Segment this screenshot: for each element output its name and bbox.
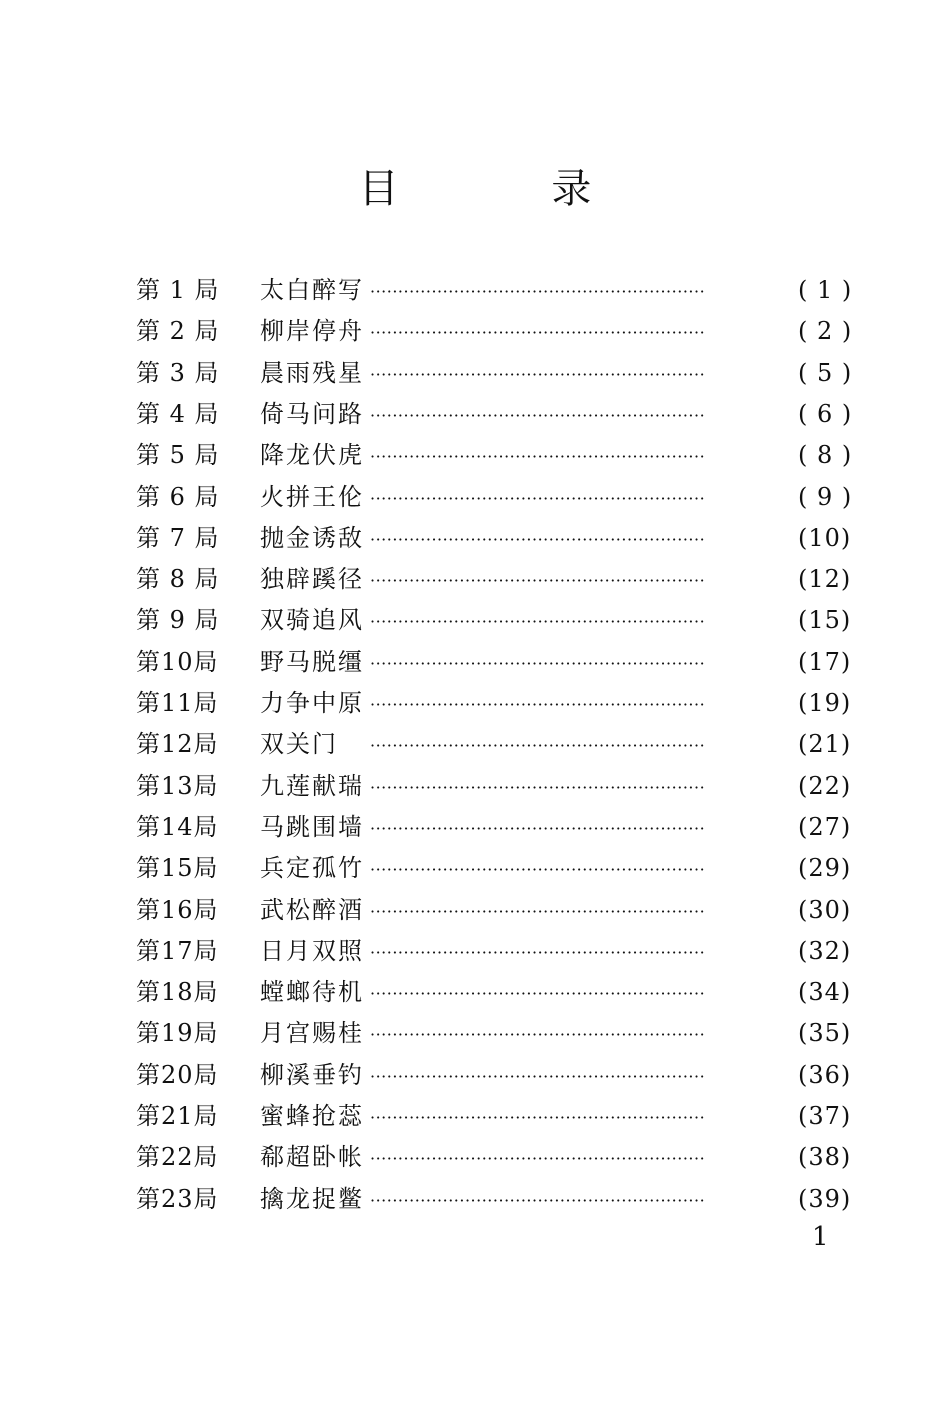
toc-entry-number: 第10局 <box>136 647 219 676</box>
toc-entry <box>0 1055 950 1095</box>
toc-entry <box>0 600 950 640</box>
toc-entry-number: 第23局 <box>136 1184 219 1213</box>
toc-entry-page: (37) <box>798 1102 852 1130</box>
toc-entry-number: 第21局 <box>136 1102 219 1130</box>
toc-entry <box>0 642 950 682</box>
toc-entry-page: ( 9 ) <box>798 482 853 511</box>
toc-entry-page: (19) <box>798 689 852 717</box>
toc-entry-number: 第 7 局 <box>136 523 220 552</box>
toc-entry-title: 抛金诱敌 <box>260 523 364 552</box>
toc-entry-number: 第12局 <box>136 730 219 759</box>
toc-leader-dots: ···························································· <box>370 323 706 343</box>
toc-entry-page: (10) <box>798 523 852 552</box>
toc-entry <box>0 972 950 1012</box>
toc-entry-page: ( 5 ) <box>798 358 853 387</box>
toc-entry-number: 第 1 局 <box>136 276 220 304</box>
toc-entry-title: 倚马问路 <box>260 399 364 428</box>
toc-entry-title: 降龙伏虎 <box>260 441 364 470</box>
toc-entry-number: 第15局 <box>136 854 219 883</box>
page-title: 目 录 <box>358 166 662 212</box>
toc-leader-dots: ···························································· <box>370 612 706 632</box>
toc-entry-page: (30) <box>798 895 852 924</box>
toc-entry-page: ( 1 ) <box>798 276 853 304</box>
toc-entry <box>0 807 950 847</box>
page-number: 1 <box>812 1222 829 1252</box>
toc-leader-dots: ···························································· <box>370 1108 706 1127</box>
toc-entry-page: (15) <box>798 606 852 635</box>
toc-entry-page: (39) <box>798 1184 852 1213</box>
toc-entry-page: (12) <box>798 565 852 594</box>
toc-entry-number: 第18局 <box>136 978 219 1007</box>
toc-leader-dots: ···························································· <box>370 488 706 508</box>
toc-leader-dots: ···························································· <box>370 1025 706 1045</box>
toc-entry-title: 柳岸停舟 <box>260 317 364 346</box>
toc-entry-number: 第22局 <box>136 1143 219 1172</box>
toc-entry-title: 蜜蜂抢蕊 <box>260 1102 364 1130</box>
toc-entry-page: (34) <box>798 978 852 1007</box>
toc-entry-title: 郗超卧帐 <box>260 1143 364 1172</box>
toc-entry-page: ( 2 ) <box>798 317 853 346</box>
toc-entry-number: 第 3 局 <box>136 358 220 387</box>
toc-entry-page: (35) <box>798 1019 852 1048</box>
toc-leader-dots: ···························································· <box>370 447 706 467</box>
toc-entry-number: 第 4 局 <box>136 399 220 428</box>
toc-leader-dots: ···························································· <box>370 984 706 1004</box>
toc-entry <box>0 848 950 888</box>
toc-entry <box>0 683 950 723</box>
toc-entry-title: 兵定孤竹 <box>260 854 364 883</box>
toc-leader-dots: ···························································· <box>370 818 706 838</box>
toc-entry-number: 第17局 <box>136 936 219 965</box>
toc-leader-dots: ···························································· <box>370 364 706 384</box>
toc-entry-page: (38) <box>798 1143 852 1172</box>
toc-entry-number: 第11局 <box>136 689 219 717</box>
toc-entry-title: 独辟蹊径 <box>260 565 364 594</box>
toc-entry-title: 马跳围墙 <box>260 812 364 841</box>
toc-entry-number: 第14局 <box>136 812 219 841</box>
toc-leader-dots: ···························································· <box>370 529 706 549</box>
toc-entry <box>0 435 950 475</box>
toc-entry <box>0 1179 950 1219</box>
toc-entry-title: 螳螂待机 <box>260 978 364 1007</box>
toc-leader-dots: ···························································· <box>370 777 706 797</box>
toc-entry <box>0 477 950 517</box>
toc-entry-title: 双关门 <box>260 730 338 759</box>
toc-entry <box>0 1013 950 1053</box>
toc-entry-number: 第13局 <box>136 771 219 800</box>
toc-entry <box>0 270 950 310</box>
toc-entry-number: 第20局 <box>136 1060 219 1089</box>
toc-entry-number: 第 2 局 <box>136 317 220 346</box>
toc-leader-dots: ···························································· <box>370 571 706 591</box>
toc-entry-page: (32) <box>798 936 852 965</box>
toc-leader-dots: ···························································· <box>370 860 706 880</box>
toc-entry-title: 日月双照 <box>260 936 364 965</box>
toc-entry <box>0 353 950 393</box>
toc-entry-title: 双骑追风 <box>260 606 364 635</box>
toc-entry <box>0 890 950 930</box>
toc-leader-dots: ···························································· <box>370 405 706 425</box>
toc-leader-dots: ···························································· <box>370 653 706 673</box>
toc-entry <box>0 1137 950 1177</box>
toc-entry-title: 柳溪垂钓 <box>260 1060 364 1089</box>
toc-entry-title: 火拼王伦 <box>260 482 364 511</box>
toc-entry-number: 第 6 局 <box>136 482 220 511</box>
toc-entry <box>0 559 950 599</box>
toc-entry-page: (22) <box>798 771 852 800</box>
toc-entry-title: 擒龙捉鳖 <box>260 1184 364 1213</box>
toc-entry-number: 第 5 局 <box>136 441 220 470</box>
toc-entry-title: 力争中原 <box>260 689 364 717</box>
toc-entry <box>0 766 950 806</box>
toc-entry-number: 第19局 <box>136 1019 219 1048</box>
toc-entry-title: 武松醉酒 <box>260 895 364 924</box>
toc-leader-dots: ···························································· <box>370 1066 706 1086</box>
toc-leader-dots: ···························································· <box>370 901 706 921</box>
toc-leader-dots: ···························································· <box>370 736 706 756</box>
toc-entry <box>0 518 950 558</box>
toc-entry-page: ( 8 ) <box>798 441 853 470</box>
toc-entry <box>0 311 950 351</box>
toc-entry <box>0 394 950 434</box>
toc-entry-page: (21) <box>798 730 852 759</box>
toc-entry <box>0 1096 950 1136</box>
toc-entry <box>0 931 950 971</box>
toc-leader-dots: ···························································· <box>370 695 706 714</box>
toc-entry-page: ( 6 ) <box>798 399 853 428</box>
toc-entry-page: (27) <box>798 812 852 841</box>
toc-entry-number: 第16局 <box>136 895 219 924</box>
toc-entry-title: 太白醉写 <box>260 276 364 304</box>
toc-entry-title: 九莲献瑞 <box>260 771 364 800</box>
toc-entry-number: 第 8 局 <box>136 565 220 594</box>
toc-leader-dots: ···························································· <box>370 942 706 962</box>
toc-leader-dots: ···························································· <box>370 1190 706 1210</box>
toc-entry-title: 野马脱缰 <box>260 647 364 676</box>
toc-entry-page: (29) <box>798 854 852 883</box>
toc-entry-page: (17) <box>798 647 852 676</box>
toc-entry <box>0 724 950 764</box>
toc-entry-title: 月宫赐桂 <box>260 1019 364 1048</box>
toc-entry-title: 晨雨残星 <box>260 358 364 387</box>
toc-leader-dots: ···························································· <box>370 1149 706 1169</box>
toc-entry-number: 第 9 局 <box>136 606 220 635</box>
toc-leader-dots: ···························································· <box>370 282 706 301</box>
toc-entry-page: (36) <box>798 1060 852 1089</box>
